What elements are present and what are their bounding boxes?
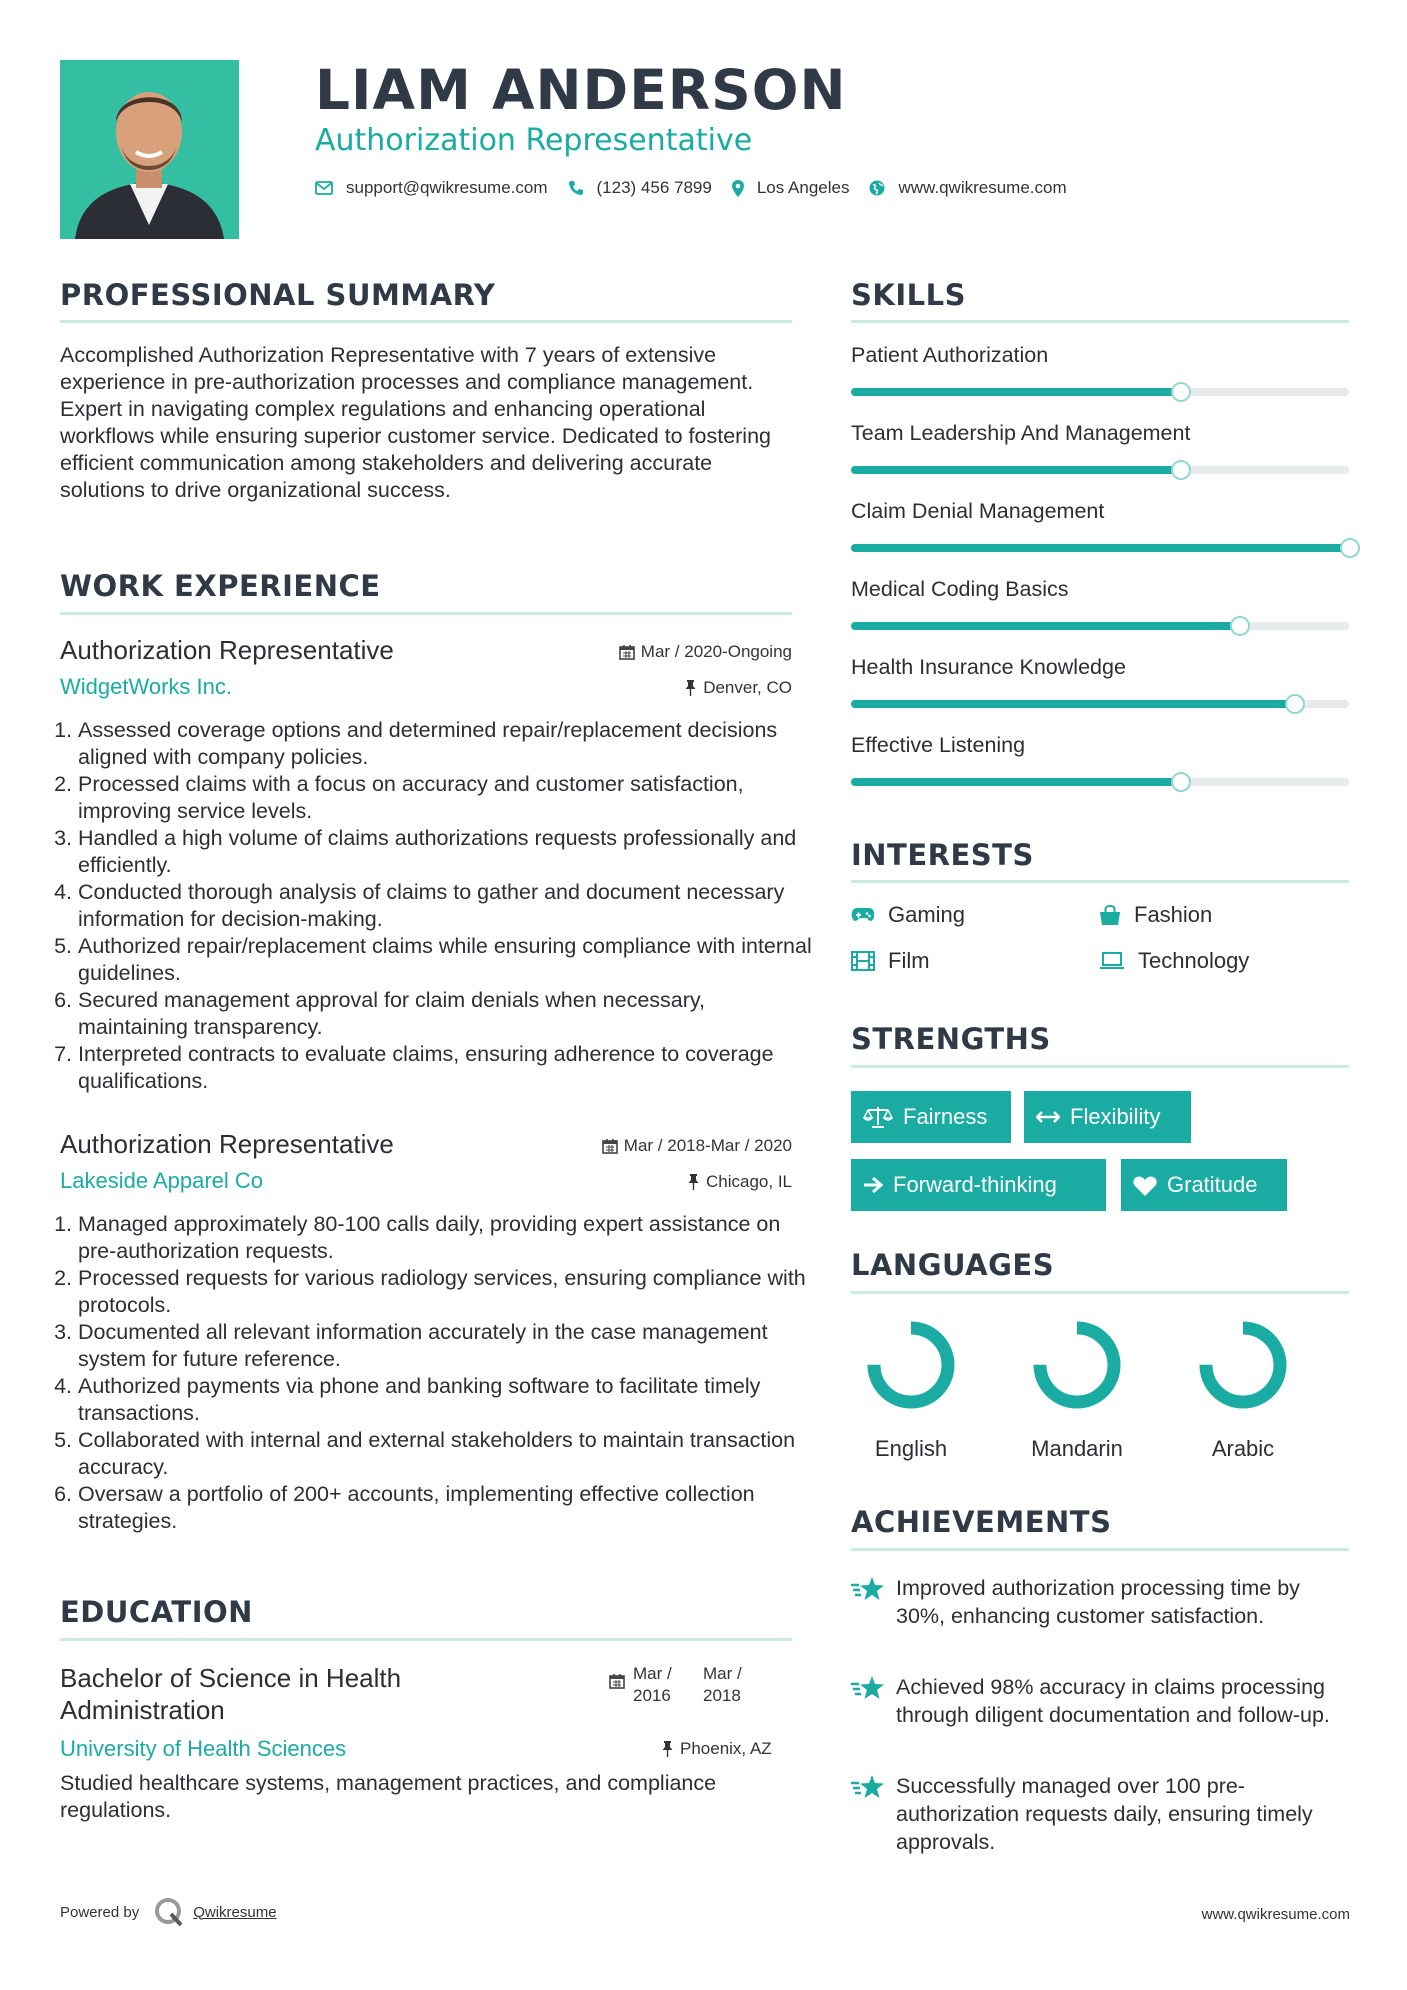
job-company[interactable]: WidgetWorks Inc. [60, 674, 232, 699]
summary-heading: PROFESSIONAL SUMMARY [60, 278, 496, 312]
language-label: English [874, 1436, 948, 1461]
interest-item [1099, 948, 1249, 974]
education-end: Mar / 2018 [703, 1664, 742, 1705]
achievement-item [851, 1574, 1351, 1630]
job-date-text: Mar / 2020-Ongoing [640, 642, 792, 661]
skill-label: Effective Listening [851, 733, 1026, 757]
skills-divider [851, 320, 1349, 323]
strength-chip [851, 1159, 1106, 1211]
strength-label: Gratitude [1167, 1172, 1258, 1197]
education-location-text: Phoenix, AZ [680, 1739, 772, 1758]
qwikresume-link[interactable]: Qwikresume [193, 1903, 277, 1921]
education-degree: Bachelor of Science in Health Administration [60, 1663, 402, 1725]
skill-label: Claim Denial Management [851, 499, 1105, 523]
skill-fill [851, 544, 1349, 552]
skill-fill [851, 778, 1180, 786]
job-date [619, 642, 792, 662]
education-school[interactable]: University of Health Sciences [60, 1736, 347, 1761]
list-item: 1. Assessed coverage options and determined repair/replacement decisions aligned with company policies. [78, 717, 818, 771]
pushpin-icon [662, 1741, 673, 1757]
language-label: Arabic [1211, 1436, 1275, 1461]
skill-knob [1340, 538, 1360, 558]
interests-heading: INTERESTS [851, 838, 1034, 872]
interest-label: Gaming [888, 902, 966, 927]
footer-powered-by [60, 1896, 277, 1928]
skill-bar [851, 622, 1349, 630]
map-marker-icon [732, 180, 744, 197]
skill-item [851, 499, 1351, 559]
strength-chip [851, 1091, 1011, 1143]
job-date-text: Mar / 2018-Mar / 2020 [623, 1136, 792, 1155]
globe-icon [869, 180, 885, 196]
contact-bar [315, 178, 1087, 198]
education-start: Mar / 2016 [633, 1664, 672, 1705]
list-item: 7. Interpreted contracts to evaluate claims, ensuring adherence to coverage qualifications. [78, 1041, 818, 1095]
job-location-text: Chicago, IL [706, 1172, 792, 1191]
achievement-item [851, 1772, 1351, 1856]
language-item [1183, 1318, 1303, 1462]
interest-label: Film [888, 948, 930, 973]
arrows-horizontal-icon [1036, 1110, 1060, 1124]
education-heading: EDUCATION [60, 1595, 253, 1629]
language-level-arc [874, 1328, 948, 1402]
summary-divider [60, 320, 792, 323]
strength-chip [1024, 1091, 1191, 1143]
job-location [685, 678, 792, 698]
skill-fill [851, 622, 1239, 630]
list-item: 3. Documented all relevant information accurately in the case management system for future reference. [78, 1319, 818, 1373]
heart-icon [1133, 1175, 1157, 1196]
skill-bar [851, 388, 1349, 396]
skill-knob [1171, 382, 1191, 402]
list-item: 2. Processed claims with a focus on accuracy and customer satisfaction, improving service levels. [78, 771, 818, 825]
job-location-text: Denver, CO [703, 678, 792, 697]
skill-knob [1171, 772, 1191, 792]
location-text: Los Angeles [756, 178, 850, 197]
job-header [60, 1129, 792, 1159]
job-role: Authorization Representative [60, 1129, 394, 1159]
calendar-icon [602, 1138, 618, 1154]
envelope-icon [315, 181, 333, 195]
experience-heading: WORK EXPERIENCE [60, 569, 381, 603]
interest-label: Technology [1138, 948, 1250, 973]
pushpin-icon [685, 680, 696, 696]
contact-email[interactable] [315, 178, 548, 198]
skill-label: Health Insurance Knowledge [851, 655, 1126, 679]
interest-item [851, 902, 965, 928]
skill-bar [851, 778, 1349, 786]
list-item: 2. Processed requests for various radiology services, ensuring compliance with protocols. [78, 1265, 818, 1319]
star-icon [851, 1675, 885, 1701]
list-item: 4. Conducted thorough analysis of claims to gather and document necessary information for decision-making. [78, 879, 818, 933]
summary-text: Accomplished Authorization Representative with 7 years of extensive experience in pre-authorization processes and compliance management. Expert in navigating complex regulations and enhancing operational workflows while ensuring superior customer service. Dedicated to fostering efficient communication among stakeholders and delivering accurate solutions to drive organizational success. [60, 343, 772, 502]
strength-chip [1121, 1159, 1287, 1211]
interest-item [851, 948, 930, 974]
shopping-bag-icon [1099, 904, 1121, 926]
list-item: 5. Collaborated with internal and external stakeholders to maintain transaction accuracy. [78, 1427, 818, 1481]
arrow-right-icon [863, 1176, 883, 1194]
film-icon [851, 951, 875, 971]
skill-fill [851, 466, 1180, 474]
website-text: www.qwikresume.com [898, 178, 1067, 197]
skill-bar [851, 466, 1349, 474]
pushpin-icon [688, 1174, 699, 1190]
skill-fill [851, 700, 1294, 708]
interests-divider [851, 880, 1349, 883]
language-ring [864, 1318, 958, 1412]
education-divider [60, 1638, 792, 1641]
strength-label: Forward-thinking [893, 1172, 1057, 1197]
language-ring [1196, 1318, 1290, 1412]
contact-website[interactable] [869, 178, 1066, 198]
language-level-arc [1206, 1328, 1280, 1402]
languages-heading: LANGUAGES [851, 1248, 1055, 1282]
candidate-name: LIAM ANDERSON [315, 58, 847, 122]
skill-bar [851, 700, 1349, 708]
interest-label: Fashion [1134, 902, 1213, 927]
achievements-divider [851, 1548, 1349, 1551]
language-label: Mandarin [1031, 1436, 1123, 1461]
skill-item [851, 655, 1351, 715]
contact-phone[interactable] [568, 178, 712, 198]
skill-label: Patient Authorization [851, 343, 1049, 367]
list-item: 1. Managed approximately 80-100 calls daily, providing expert assistance on pre-authorization requests. [78, 1211, 818, 1265]
email-text: support@qwikresume.com [346, 178, 548, 197]
education-description: Studied healthcare systems, management practices, and compliance regulations. [60, 1771, 717, 1822]
skill-label: Medical Coding Basics [851, 577, 1069, 601]
experience-divider [60, 612, 792, 615]
achievement-text: Improved authorization processing time by 30%, enhancing customer satisfaction. [896, 1576, 1300, 1628]
skill-bar [851, 544, 1349, 552]
star-icon [851, 1576, 885, 1602]
contact-location [732, 178, 850, 198]
job-role: Authorization Representative [60, 635, 394, 665]
list-item: 6. Oversaw a portfolio of 200+ accounts, implementing effective collection strategies. [78, 1481, 818, 1535]
achievement-item [851, 1673, 1351, 1729]
skill-knob [1171, 460, 1191, 480]
phone-icon [568, 180, 584, 196]
skills-heading: SKILLS [851, 278, 966, 312]
skill-item [851, 733, 1351, 793]
language-ring [1030, 1318, 1124, 1412]
job-date [602, 1136, 792, 1156]
profile-photo-image [60, 60, 239, 239]
calendar-icon [619, 644, 635, 660]
languages-divider [851, 1291, 1349, 1294]
list-item: 4. Authorized payments via phone and banking software to facilitate timely transactions. [78, 1373, 818, 1427]
achievement-text: Achieved 98% accuracy in claims processing through diligent documentation and follow-up. [896, 1675, 1330, 1727]
star-icon [851, 1774, 885, 1800]
skill-knob [1230, 616, 1250, 636]
strength-label: Fairness [903, 1104, 988, 1129]
list-item: 5. Authorized repair/replacement claims while ensuring compliance with internal guidelines. [78, 933, 818, 987]
education-dates [609, 1663, 761, 1707]
skill-knob [1285, 694, 1305, 714]
language-item [1017, 1318, 1137, 1462]
skill-label: Team Leadership And Management [851, 421, 1191, 445]
qwikresume-logo-icon [153, 1896, 185, 1928]
strength-label: Flexibility [1070, 1104, 1161, 1129]
skill-item [851, 343, 1351, 403]
job-header [60, 635, 792, 665]
achievements-heading: ACHIEVEMENTS [851, 1505, 1112, 1539]
balance-scale-icon [863, 1106, 893, 1128]
gamepad-icon [851, 907, 875, 923]
phone-text: (123) 456 7899 [596, 178, 712, 197]
profile-photo [60, 60, 239, 239]
achievement-text: Successfully managed over 100 pre-authorization requests daily, ensuring timely approvals. [896, 1774, 1313, 1854]
job-company[interactable]: Lakeside Apparel Co [60, 1168, 264, 1193]
education-location [662, 1739, 772, 1759]
skill-item [851, 421, 1351, 481]
candidate-title: Authorization Representative [315, 123, 753, 158]
list-item: 3. Handled a high volume of claims authorizations requests professionally and efficiently. [78, 825, 818, 879]
footer-website[interactable]: www.qwikresume.com [1201, 1906, 1350, 1923]
powered-by-text: Powered by [60, 1903, 140, 1921]
job-location [688, 1172, 792, 1192]
language-level-arc [1040, 1328, 1114, 1402]
strengths-divider [851, 1065, 1349, 1068]
skill-item [851, 577, 1351, 637]
list-item: 6. Secured management approval for claim denials when necessary, maintaining transparency. [78, 987, 818, 1041]
calendar-icon [609, 1673, 625, 1689]
interest-item [1099, 902, 1212, 928]
job-duties-list [50, 717, 818, 1095]
language-item [851, 1318, 971, 1462]
strengths-heading: STRENGTHS [851, 1022, 1051, 1056]
skill-fill [851, 388, 1180, 396]
laptop-icon [1099, 952, 1125, 970]
job-duties-list [50, 1211, 818, 1535]
